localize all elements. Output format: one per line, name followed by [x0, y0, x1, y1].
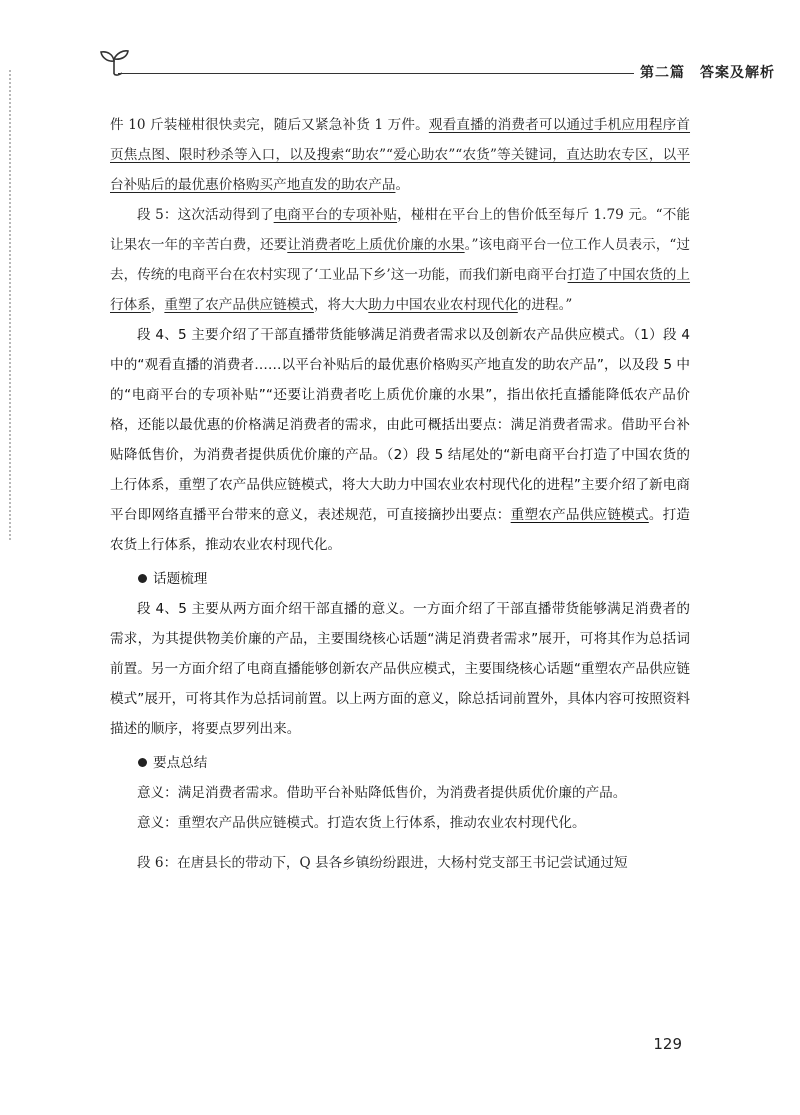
summary-heading: 要点总结 — [110, 748, 690, 778]
underlined-phrase: 让消费者吃上质优价廉的水果 — [287, 237, 465, 253]
summary-item: 意义：满足消费者需求。借助平台补贴降低售价，为消费者提供质优价廉的产品。 — [137, 785, 627, 801]
underlined-phrase: 助力中国农业农村现代化 — [368, 297, 518, 313]
source-excerpt — [110, 110, 690, 320]
underlined-phrase: 打造了中国农货的上行体系 — [110, 267, 691, 313]
source-paragraph-5: 段 5：这次活动得到了电商平台的专项补贴，椪柑在平台上的售价低至每斤 1.79 元。“不能让果农一年的辛苦白费，还要让消费者吃上质优价廉的水果。”该电商平台一位工作人员表示，“过去，传统的电商平台在农村实现了‘工业品下乡’这一功能，而我们新电商平台打造了中国农货的上行体系，重塑了农产品供应链模式，将大大助力中国农业农村现代化的进程。” — [110, 207, 691, 313]
underlined-phrase: 重塑了农产品供应链模式 — [164, 297, 314, 313]
next-paragraph — [110, 848, 690, 878]
main-content — [110, 110, 690, 878]
topic-section — [110, 594, 690, 744]
underlined-phrase: 重塑农产品供应链模式 — [510, 507, 649, 523]
topic-paragraph: 段 4、5 主要从两方面介绍干部直播的意义。一方面介绍了干部直播带货能够满足消费者的需求，为其提供物美价廉的产品，主要围绕核心话题“满足消费者需求”展开，可将其作为总括词前置。另一方面介绍了电商直播能够创新农产品供应模式，主要围绕核心话题“重塑农产品供应链模式”展开，可将其作为总括词前置。以上两方面的意义，除总括词前置外，具体内容可按照资料描述的顺序，将要点罗列出来。 — [110, 601, 690, 737]
source-paragraph-6-start: 段 6：在唐县长的带动下，Q 县各乡镇纷纷跟进，大杨村党支部王书记尝试通过短 — [137, 855, 628, 871]
header-title: 第二篇 答案及解析 — [640, 65, 775, 81]
bullet-icon — [138, 758, 147, 767]
underlined-phrase: 电商平台的专项补贴 — [273, 207, 398, 223]
topic-heading: 话题梳理 — [110, 564, 690, 594]
bullet-icon — [138, 574, 147, 583]
page-header — [96, 44, 775, 84]
analysis-paragraph: 段 4、5 主要介绍了干部直播带货能够满足消费者需求以及创新农产品供应模式。（1）段 4 中的“观看直播的消费者……以平台补贴后的最优惠价格购买产地直发的助农产品”，以及段 5 中的“电商平台的专项补贴”“还要让消费者吃上质优价廉的水果”，指出依托直播能降低农产品价格，还能以最优惠的价格满足消费者的需求，由此可概括出要点：满足消费者需求。借助平台补贴降低售价，为消费者提供质优价廉的产品。（2）段 5 结尾处的“新电商平台打造了中国农货的上行体系，重塑了农产品供应链模式，将大大助力中国农业农村现代化的进程”主要介绍了新电商平台即网络直播平台带来的意义，表述规范，可直接摘抄出要点：重塑农产品供应链模式。打造农货上行体系，推动农业农村现代化。 — [110, 327, 691, 553]
page-number: 129 — [653, 1035, 682, 1053]
sprout-icon — [96, 44, 132, 80]
header-rule — [118, 73, 634, 74]
margin-dotted-line — [9, 70, 13, 540]
summary-item: 意义：重塑农产品供应链模式。打造农货上行体系，推动农业农村现代化。 — [137, 815, 586, 831]
analysis-section — [110, 320, 690, 560]
summary-list — [110, 778, 690, 838]
source-paragraph-4-tail: 件 10 斤装椪柑很快卖完，随后又紧急补货 1 万件。观看直播的消费者可以通过手机应用程序首页焦点图、限时秒杀等入口，以及搜索“助农”“爱心助农”“农货”等关键词，直达助农专区，以平台补贴后的最优惠价格购买产地直发的助农产品。 — [110, 117, 691, 193]
underlined-phrase: 观看直播的消费者可以通过手机应用程序首页焦点图、限时秒杀等入口，以及搜索“助农”“爱心助农”“农货”等关键词，直达助农专区，以平台补贴后的最优惠价格购买产地直发的助农产品 — [110, 117, 691, 193]
